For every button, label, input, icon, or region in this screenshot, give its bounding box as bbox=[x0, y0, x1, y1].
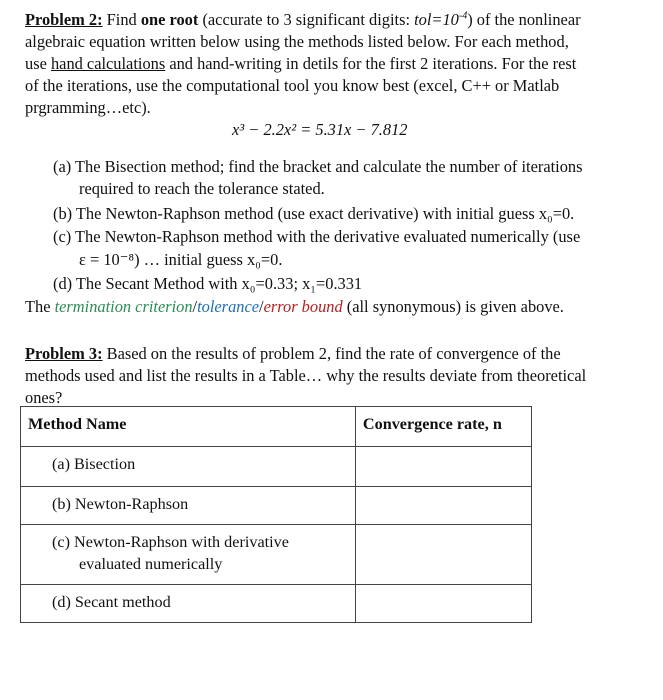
problem2-heading: Problem 2: bbox=[25, 10, 103, 29]
method-newton-raphson: (b) Newton-Raphson bbox=[21, 487, 356, 525]
method-secant: (d) Secant method bbox=[21, 585, 356, 623]
tolerance-text: tolerance bbox=[197, 297, 260, 316]
problem3-line1: Problem 3: Based on the results of problem 2, find the rate of convergence of the bbox=[25, 344, 561, 363]
convergence-table bbox=[20, 406, 532, 623]
problem2-intro-part1: Find bbox=[106, 10, 137, 29]
rate-cell bbox=[355, 487, 531, 525]
table-row bbox=[21, 487, 532, 525]
problem3-heading: Problem 3: bbox=[25, 344, 103, 363]
problem2-intro-part2: (accurate to 3 significant digits: bbox=[202, 10, 411, 29]
item-b-line1: (b) The Newton-Raphson method (use exact derivative) with initial guess x₀=0. bbox=[53, 204, 575, 223]
problem2-line5: prgramming…etc). bbox=[25, 98, 151, 117]
item-c-line2: ε = 10⁻⁸) … initial guess x₀=0. bbox=[79, 250, 283, 269]
termination-line: The termination criterion/tolerance/error bound (all synonymous) is given above. bbox=[25, 297, 564, 316]
tolerance-value: $tol=10^{-4}$ bbox=[414, 10, 468, 29]
item-a-line1: (a) The Bisection method; find the bracket and calculate the number of iterations bbox=[53, 157, 583, 176]
problem3-line2: methods used and list the results in a Table… why the results deviate from theoretical bbox=[25, 366, 587, 385]
equation: x³ − 2.2x² = 5.31x − 7.812 bbox=[232, 120, 408, 139]
item-d-line1: (d) The Secant Method with x₀=0.33; x₁=0.331 bbox=[53, 274, 363, 293]
method-bisection: (a) Bisection bbox=[21, 447, 356, 487]
problem2-line1 bbox=[25, 10, 581, 30]
table-row bbox=[21, 447, 532, 487]
problem2-intro-part3: ) of the nonlinear bbox=[467, 10, 581, 29]
item-a-line2: required to reach the tolerance stated. bbox=[79, 179, 325, 198]
header-convergence-rate: Convergence rate, n bbox=[355, 407, 531, 447]
rate-cell bbox=[355, 585, 531, 623]
problem2-line3: use hand calculations and hand-writing in detils for the first 2 iterations. For the rest bbox=[25, 54, 577, 73]
problem2-intro-bold: one root bbox=[140, 10, 199, 29]
problem2-line2: algebraic equation written below using the methods listed below. For each method, bbox=[25, 32, 569, 51]
termination-criterion-text: termination criterion bbox=[54, 297, 193, 316]
table-row bbox=[21, 585, 532, 623]
table-row bbox=[21, 525, 532, 585]
problem3-line3: ones? bbox=[25, 388, 63, 407]
error-bound-text: error bound bbox=[263, 297, 343, 316]
problem2-line4: of the iterations, use the computational tool you know best (excel, C++ or Matlab bbox=[25, 76, 560, 95]
method-newton-raphson-numerical: (c) Newton-Raphson with derivative evaluated numerically bbox=[21, 525, 356, 585]
header-method-name: Method Name bbox=[21, 407, 356, 447]
item-c-line1: (c) The Newton-Raphson method with the derivative evaluated numerically (use bbox=[53, 227, 581, 246]
table-header-row bbox=[21, 407, 532, 447]
hand-calculations-text: hand calculations bbox=[50, 54, 166, 73]
rate-cell bbox=[355, 447, 531, 487]
rate-cell bbox=[355, 525, 531, 585]
